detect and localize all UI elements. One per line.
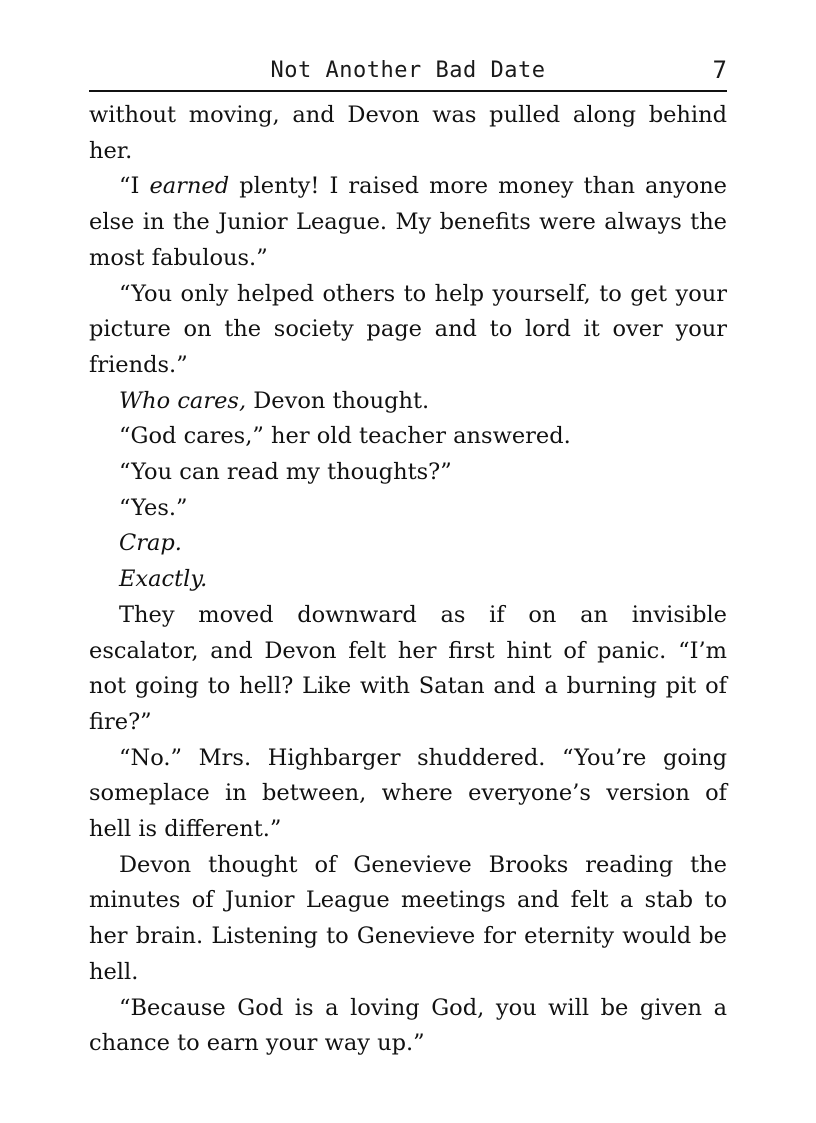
text-run: without moving, and Devon was pulled along behind her. [89, 102, 727, 164]
paragraph [89, 455, 727, 491]
text-run: “No.” Mrs. Highbarger shuddered. “You’re going someplace in between, where everyone’s version of hell is different.” [89, 744, 727, 843]
book-page [89, 56, 727, 1062]
paragraph [89, 277, 727, 384]
italic-text: Crap. [119, 530, 182, 557]
paragraph [89, 562, 727, 598]
page-number: 7 [712, 56, 727, 84]
paragraph [89, 741, 727, 848]
italic-text: earned [149, 173, 230, 200]
paragraph [89, 384, 727, 420]
italic-text: Who cares, [119, 387, 247, 414]
text-run: “God cares,” her old teacher answered. [119, 423, 571, 450]
running-title: Not Another Bad Date [270, 58, 546, 83]
text-run: Devon thought. [246, 387, 430, 414]
running-header [89, 56, 727, 92]
text-run: “You only helped others to help yourself, to get your picture on the society page and to lord it over your friends.” [89, 280, 727, 378]
paragraph-continued [89, 98, 727, 169]
text-run: “You can read my thoughts?” [119, 459, 452, 486]
italic-text: Exactly. [119, 566, 208, 593]
paragraph [89, 526, 727, 562]
paragraph [89, 598, 727, 741]
paragraph [89, 491, 727, 527]
text-run: “Yes.” [119, 494, 188, 521]
text-run: They moved downward as if on an invisible escalator, and Devon felt her first hint of panic. “I’m not going to hell? Like with Satan and a burning pit of fire?” [89, 601, 727, 735]
paragraph [89, 169, 727, 276]
text-run: “I [119, 173, 150, 200]
paragraph [89, 419, 727, 455]
paragraph [89, 848, 727, 991]
text-run: plenty! I raised more money than anyone else in the Junior League. My benefits were always the most fabulous.” [89, 173, 728, 271]
paragraph [89, 991, 727, 1062]
text-run: “Because God is a loving God, you will be given a chance to earn your way up.” [89, 994, 727, 1057]
body-text [89, 98, 727, 1062]
text-run: Devon thought of Genevieve Brooks reading the minutes of Junior League meetings and felt a stab to her brain. Listening to Genevieve for eternity would be hell. [89, 851, 727, 985]
